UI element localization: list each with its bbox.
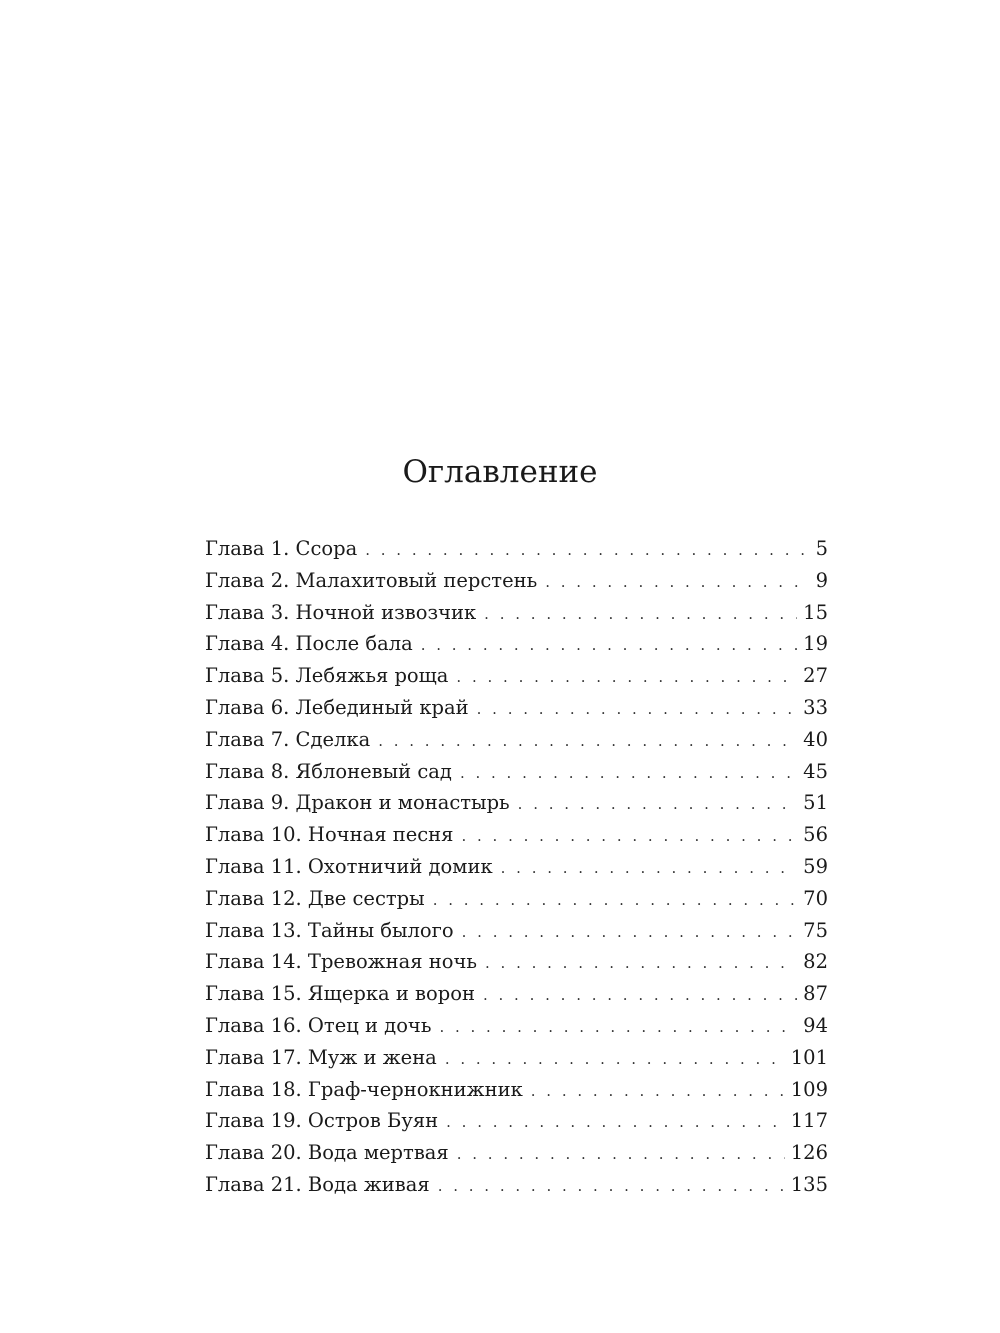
toc-entry	[205, 1137, 828, 1169]
toc-dot-leader	[439, 1012, 797, 1044]
toc-entry-label: Глава 6. Лебединый край	[205, 695, 469, 719]
toc-dot-leader	[438, 1171, 785, 1203]
toc-entry-page: 19	[803, 632, 828, 656]
toc-entry-label: Глава 20. Вода мертвая	[205, 1141, 449, 1165]
toc-entry-label: Глава 5. Лебяжья роща	[205, 664, 449, 688]
toc-entry-page: 59	[803, 854, 828, 878]
toc-entry-page: 45	[803, 759, 828, 783]
toc-entry	[205, 787, 828, 819]
toc-entry-page: 94	[803, 1013, 828, 1037]
toc-entry	[205, 1042, 828, 1074]
toc-entry-page: 56	[803, 823, 828, 847]
toc-entry-page: 33	[803, 695, 828, 719]
toc-entry	[205, 1010, 828, 1042]
toc-entry-label: Глава 10. Ночная песня	[205, 823, 454, 847]
toc-dot-leader	[477, 694, 798, 726]
toc-dot-leader	[460, 758, 797, 790]
toc-dot-leader	[457, 1139, 785, 1171]
toc-dot-leader	[445, 1044, 785, 1076]
toc-dot-leader	[433, 885, 797, 917]
toc-entry-page: 135	[790, 1172, 828, 1196]
toc-entry	[205, 1105, 828, 1137]
toc-entry	[205, 628, 828, 660]
toc-entry	[205, 1074, 828, 1106]
toc-entry-label: Глава 12. Две сестры	[205, 886, 425, 910]
toc-entry-label: Глава 8. Яблоневый сад	[205, 759, 452, 783]
toc-entry-page: 126	[790, 1141, 828, 1165]
toc-entry	[205, 819, 828, 851]
toc-entry	[205, 533, 828, 565]
toc-entry	[205, 915, 828, 947]
toc-entry	[205, 565, 828, 597]
toc-dot-leader	[462, 917, 798, 949]
toc-dot-leader	[421, 630, 797, 662]
toc-entry-label: Глава 7. Сделка	[205, 727, 371, 751]
toc-entry-label: Глава 13. Тайны былого	[205, 918, 454, 942]
toc-entry-label: Глава 4. После бала	[205, 632, 413, 656]
toc-entry-page: 75	[803, 918, 828, 942]
toc-entry-label: Глава 19. Остров Буян	[205, 1109, 439, 1133]
toc-dot-leader	[484, 599, 797, 631]
toc-dot-leader	[545, 567, 809, 599]
toc-entry	[205, 597, 828, 629]
toc-entry-page: 87	[803, 982, 828, 1006]
toc-dot-leader	[378, 726, 797, 758]
toc-entry	[205, 978, 828, 1010]
toc-entry	[205, 851, 828, 883]
toc-entry-page: 5	[815, 537, 828, 560]
toc-dot-leader	[456, 662, 797, 694]
toc-entry-label: Глава 3. Ночной извозчик	[205, 600, 477, 624]
toc-entry-page: 70	[803, 886, 828, 910]
toc-entry-label: Глава 18. Граф-чернокнижник	[205, 1077, 523, 1101]
toc-entry-page: 117	[790, 1109, 828, 1133]
toc-dot-leader	[531, 1076, 785, 1108]
toc-entry-page: 101	[790, 1045, 828, 1069]
toc-title: Оглавление	[402, 454, 598, 490]
toc-dot-leader	[501, 853, 798, 885]
toc-entry-label: Глава 16. Отец и дочь	[205, 1013, 432, 1037]
toc-entry	[205, 1169, 828, 1201]
toc-entry-page: 27	[803, 664, 828, 688]
toc-entry-label: Глава 17. Муж и жена	[205, 1045, 437, 1069]
toc-entry-label: Глава 11. Охотничий домик	[205, 854, 493, 878]
toc-entry-label: Глава 21. Вода живая	[205, 1172, 430, 1196]
toc-entry	[205, 660, 828, 692]
toc-dot-leader	[518, 789, 798, 821]
toc-entry	[205, 946, 828, 978]
toc-entry-page: 51	[803, 791, 828, 815]
toc-entry-label: Глава 1. Ссора	[205, 537, 358, 560]
toc-entry-page: 9	[815, 568, 828, 592]
toc-entry-page: 40	[803, 727, 828, 751]
toc-entry	[205, 724, 828, 756]
toc-entry	[205, 883, 828, 915]
toc-dot-leader	[485, 948, 797, 980]
toc-entry	[205, 692, 828, 724]
toc-dot-leader	[483, 980, 797, 1012]
toc-entry-label: Глава 9. Дракон и монастырь	[205, 791, 510, 815]
toc-list	[205, 533, 828, 1201]
toc-entry-label: Глава 15. Ящерка и ворон	[205, 982, 475, 1006]
toc-entry-page: 15	[803, 600, 828, 624]
toc-entry-label: Глава 14. Тревожная ночь	[205, 950, 477, 974]
toc-entry-label: Глава 2. Малахитовый перстень	[205, 568, 538, 592]
toc-dot-leader	[461, 821, 797, 853]
toc-entry	[205, 756, 828, 788]
toc-entry-page: 109	[790, 1077, 828, 1101]
toc-dot-leader	[365, 535, 809, 567]
toc-dot-leader	[446, 1107, 785, 1139]
toc-entry-page: 82	[803, 950, 828, 974]
